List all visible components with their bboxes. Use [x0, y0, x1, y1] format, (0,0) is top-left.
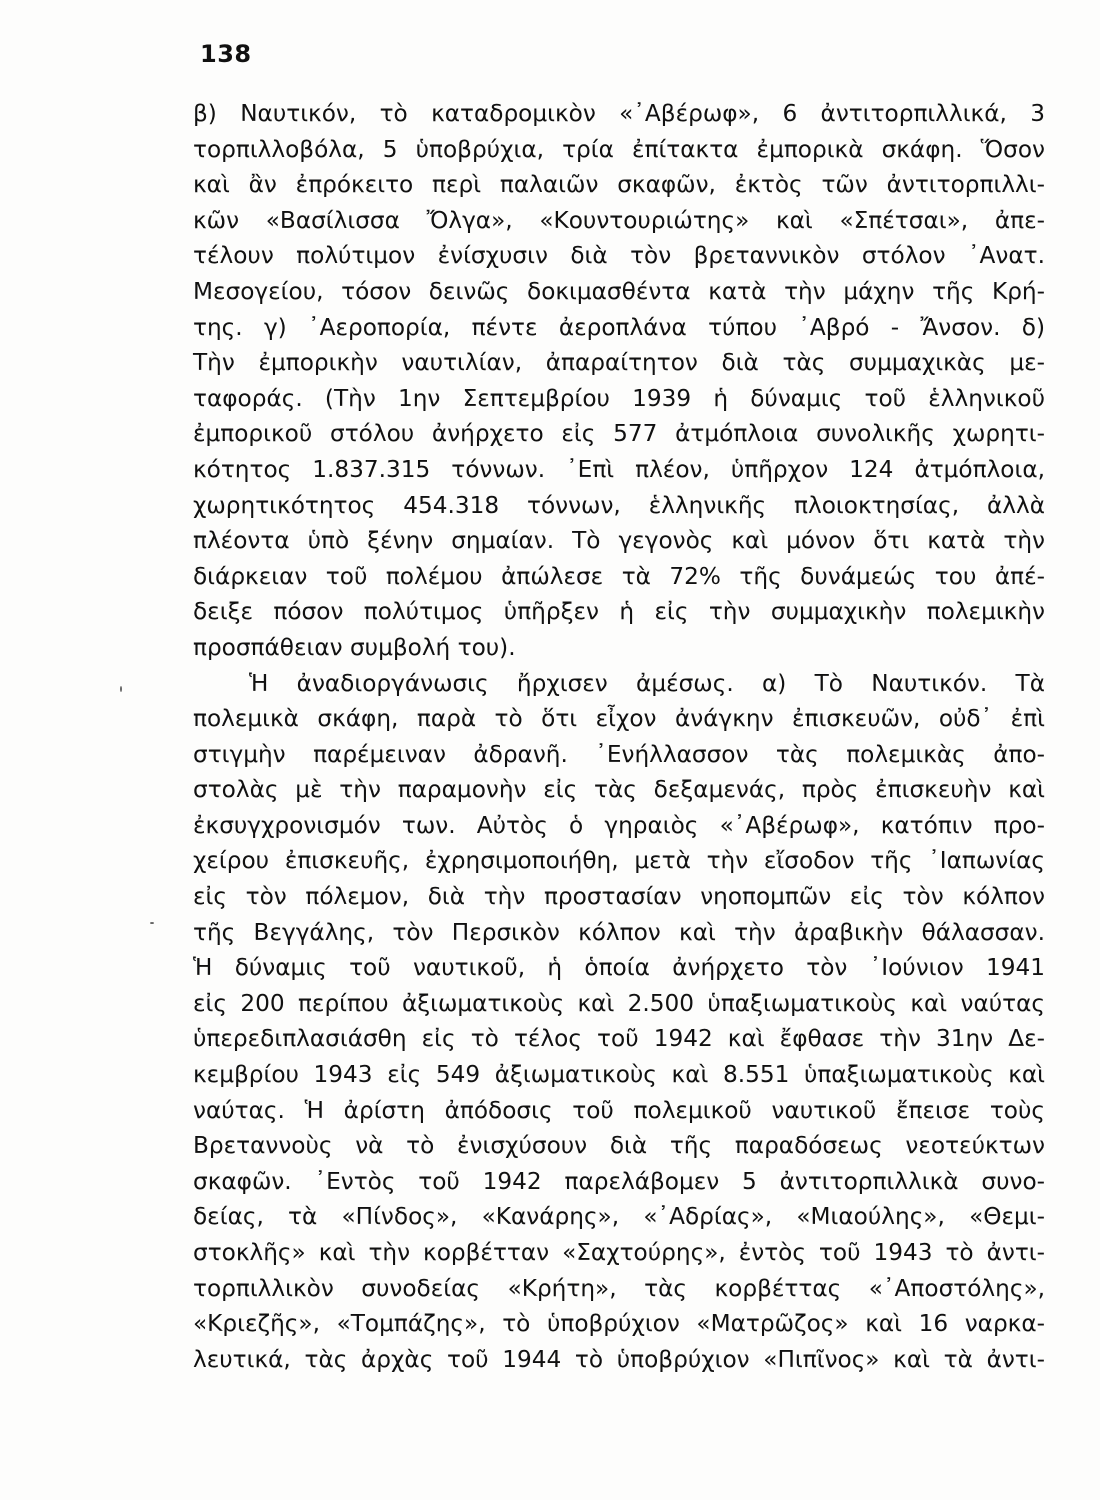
text-line: πολεμικὰ σκάφη, παρὰ τὸ ὅτι εἶχον ἀνάγκην ἐπισκευῶν, οὐδ᾿ ἐπὶ — [193, 705, 1045, 733]
text-line: σκαφῶν. ᾿Εντὸς τοῦ 1942 παρελάβομεν 5 ἀντιτορπιλλικὰ συνο- — [193, 1167, 1045, 1195]
scan-speck — [150, 922, 154, 924]
scan-speck — [120, 686, 122, 692]
page-number: 138 — [200, 40, 252, 68]
text-line: δειξε πόσον πολύτιμος ὑπῆρξεν ἡ εἰς τὴν συμμαχικὴν πολεμικὴν — [193, 598, 1045, 626]
text-line: κῶν «Βασίλισσα Ὄλγα», «Κουντουριώτης» καὶ «Σπέτσαι», ἀπε- — [193, 206, 1045, 234]
text-line: προσπάθειαν συμβολή του). — [193, 633, 516, 661]
text-line: τέλουν πολύτιμον ἐνίσχυσιν διὰ τὸν βρεταννικὸν στόλον ᾿Ανατ. — [193, 242, 1045, 270]
text-line: στολὰς μὲ τὴν παραμονὴν εἰς τὰς δεξαμενάς, πρὸς ἐπισκευὴν καὶ — [193, 776, 1045, 804]
text-line: λευτικά, τὰς ἀρχὰς τοῦ 1944 τὸ ὑποβρύχιον «Πιπῖνος» καὶ τὰ ἀντι- — [193, 1345, 1045, 1373]
text-line: εἰς τὸν πόλεμον, διὰ τὴν προστασίαν νηοπομπῶν εἰς τὸν κόλπον — [193, 883, 1045, 911]
text-line: κεμβρίου 1943 εἰς 549 ἀξιωματικοὺς καὶ 8.551 ὑπαξιωματικοὺς καὶ — [193, 1061, 1045, 1089]
paragraph-1 — [193, 96, 1045, 666]
text-line: κότητος 1.837.315 τόννων. ᾿Επὶ πλέον, ὑπῆρχον 124 ἀτμόπλοια, — [193, 455, 1045, 483]
text-line: χωρητικότητος 454.318 τόννων, ἑλληνικῆς πλοιοκτησίας, ἀλλὰ — [193, 491, 1045, 519]
text-line: πλέοντα ὑπὸ ξένην σημαίαν. Τὸ γεγονὸς καὶ μόνον ὅτι κατὰ τὴν — [193, 527, 1045, 555]
text-line: Μεσογείου, τόσον δεινῶς δοκιμασθέντα κατὰ τὴν μάχην τῆς Κρή- — [193, 277, 1045, 305]
text-line: ὑπερεδιπλασιάσθη εἰς τὸ τέλος τοῦ 1942 καὶ ἔφθασε τὴν 31ην Δε- — [193, 1025, 1045, 1053]
text-line: χείρου ἐπισκευῆς, ἐχρησιμοποιήθη, μετὰ τὴν εἴσοδον τῆς ᾿Ιαπωνίας — [193, 847, 1045, 875]
text-line: καὶ ἂν ἐπρόκειτο περὶ παλαιῶν σκαφῶν, ἐκτὸς τῶν ἀντιτορπιλλι- — [193, 171, 1045, 199]
text-line: Ἡ ἀναδιοργάνωσις ἤρχισεν ἀμέσως. α) Τὸ Ναυτικόν. Τὰ — [249, 669, 1045, 697]
text-line: Βρεταννοὺς νὰ τὸ ἐνισχύσουν διὰ τῆς παραδόσεως νεοτεύκτων — [193, 1132, 1045, 1160]
text-line: Ἡ δύναμις τοῦ ναυτικοῦ, ἡ ὁποία ἀνήρχετο τὸν ᾿Ιούνιον 1941 — [193, 954, 1045, 982]
text-line: ναύτας. Ἡ ἀρίστη ἀπόδοσις τοῦ πολεμικοῦ ναυτικοῦ ἔπεισε τοὺς — [193, 1096, 1045, 1124]
text-line: της. γ) ᾿Αεροπορία, πέντε ἀεροπλάνα τύπου ᾿Αβρό - Ἄνσον. δ) — [193, 313, 1045, 341]
text-line: διάρκειαν τοῦ πολέμου ἀπώλεσε τὰ 72% τῆς δυνάμεώς του ἀπέ- — [193, 562, 1045, 590]
text-line: β) Ναυτικόν, τὸ καταδρομικὸν «᾿Αβέρωφ», 6 ἀντιτορπιλλικά, 3 — [193, 100, 1045, 127]
text-line: στοκλῆς» καὶ τὴν κορβέτταν «Σαχτούρης», ἐντὸς τοῦ 1943 τὸ ἀντι- — [193, 1239, 1045, 1266]
paragraph-2 — [193, 666, 1045, 1378]
body-text — [193, 96, 1045, 1377]
text-line: δείας, τὰ «Πίνδος», «Κανάρης», «᾿Αδρίας», «Μιαούλης», «Θεμι- — [193, 1203, 1045, 1231]
text-line: ἐκσυγχρονισμόν των. Αὐτὸς ὁ γηραιὸς «᾿Αβέρωφ», κατόπιν προ- — [193, 811, 1045, 839]
text-line: τῆς Βεγγάλης, τὸν Περσικὸν κόλπον καὶ τὴν ἀραβικὴν θάλασσαν. — [193, 918, 1045, 946]
text-line: «Κριεζῆς», «Τομπάζης», τὸ ὑποβρύχιον «Ματρῶζος» καὶ 16 ναρκα- — [193, 1310, 1045, 1338]
text-line: εἰς 200 περίπου ἀξιωματικοὺς καὶ 2.500 ὑπαξιωματικοὺς καὶ ναύτας — [193, 989, 1045, 1017]
text-line: ἐμπορικοῦ στόλου ἀνήρχετο εἰς 577 ἀτμόπλοια συνολικῆς χωρητι- — [193, 420, 1045, 448]
text-line: ταφοράς. (Τὴν 1ην Σεπτεμβρίου 1939 ἡ δύναμις τοῦ ἑλληνικοῦ — [193, 384, 1045, 412]
text-line: τορπιλλοβόλα, 5 ὑποβρύχια, τρία ἐπίτακτα ἐμπορικὰ σκάφη. Ὅσον — [193, 135, 1045, 163]
text-line: Τὴν ἐμπορικὴν ναυτιλίαν, ἀπαραίτητον διὰ τὰς συμμαχικὰς με- — [193, 349, 1045, 377]
text-line: στιγμὴν παρέμειναν ἀδρανῆ. ᾿Ενήλλασσον τὰς πολεμικὰς ἀπο- — [193, 740, 1045, 768]
text-line: τορπιλλικὸν συνοδείας «Κρήτη», τὰς κορβέττας «᾿Αποστόλης», — [193, 1274, 1045, 1302]
